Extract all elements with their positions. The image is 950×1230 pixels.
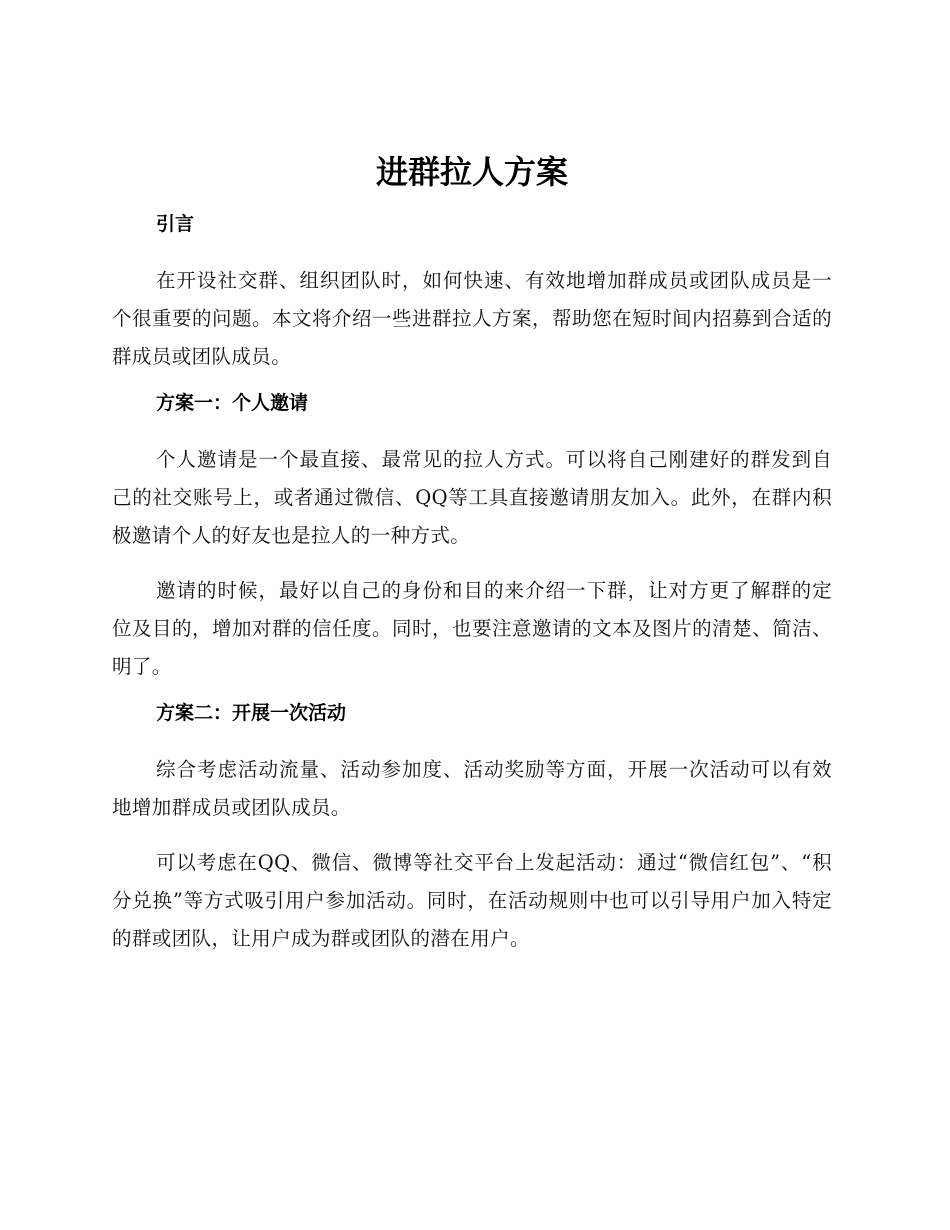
section-plan-two	[112, 699, 832, 958]
paragraph: 可以考虑在QQ、微信、微博等社交平台上发起活动：通过“微信红包”、“积分兑换”等方式吸引用户参加活动。同时，在活动规则中也可以引导用户加入特定的群或团队，让用户成为群或团队的潜在用户。	[112, 851, 832, 950]
document-title: 进群拉人方案	[375, 153, 568, 191]
paragraph: 个人邀请是一个最直接、最常见的拉人方式。可以将自己刚建好的群发到自己的社交账号上，或者通过微信、QQ等工具直接邀请朋友加入。此外，在群内积极邀请个人的好友也是拉人的一种方式。	[112, 448, 832, 547]
paragraph: 在开设社交群、组织团队时，如何快速、有效地增加群成员或团队成员是一个很重要的问题。本文将介绍一些进群拉人方案，帮助您在短时间内招募到合适的群成员或团队成员。	[112, 269, 832, 368]
paragraph: 邀请的时候，最好以自己的身份和目的来介绍一下群，让对方更了解群的定位及目的，增加对群的信任度。同时，也要注意邀请的文本及图片的清楚、简洁、明了。	[112, 579, 832, 678]
section-heading-plan-two: 方案二：开展一次活动	[156, 702, 347, 724]
section-heading-plan-one: 方案一：个人邀请	[156, 392, 309, 414]
section-heading-intro: 引言	[156, 213, 195, 235]
paragraph: 综合考虑活动流量、活动参加度、活动奖励等方面，开展一次活动可以有效地增加群成员或团队成员。	[112, 758, 832, 819]
section-intro	[112, 210, 832, 376]
section-plan-one	[112, 389, 832, 686]
